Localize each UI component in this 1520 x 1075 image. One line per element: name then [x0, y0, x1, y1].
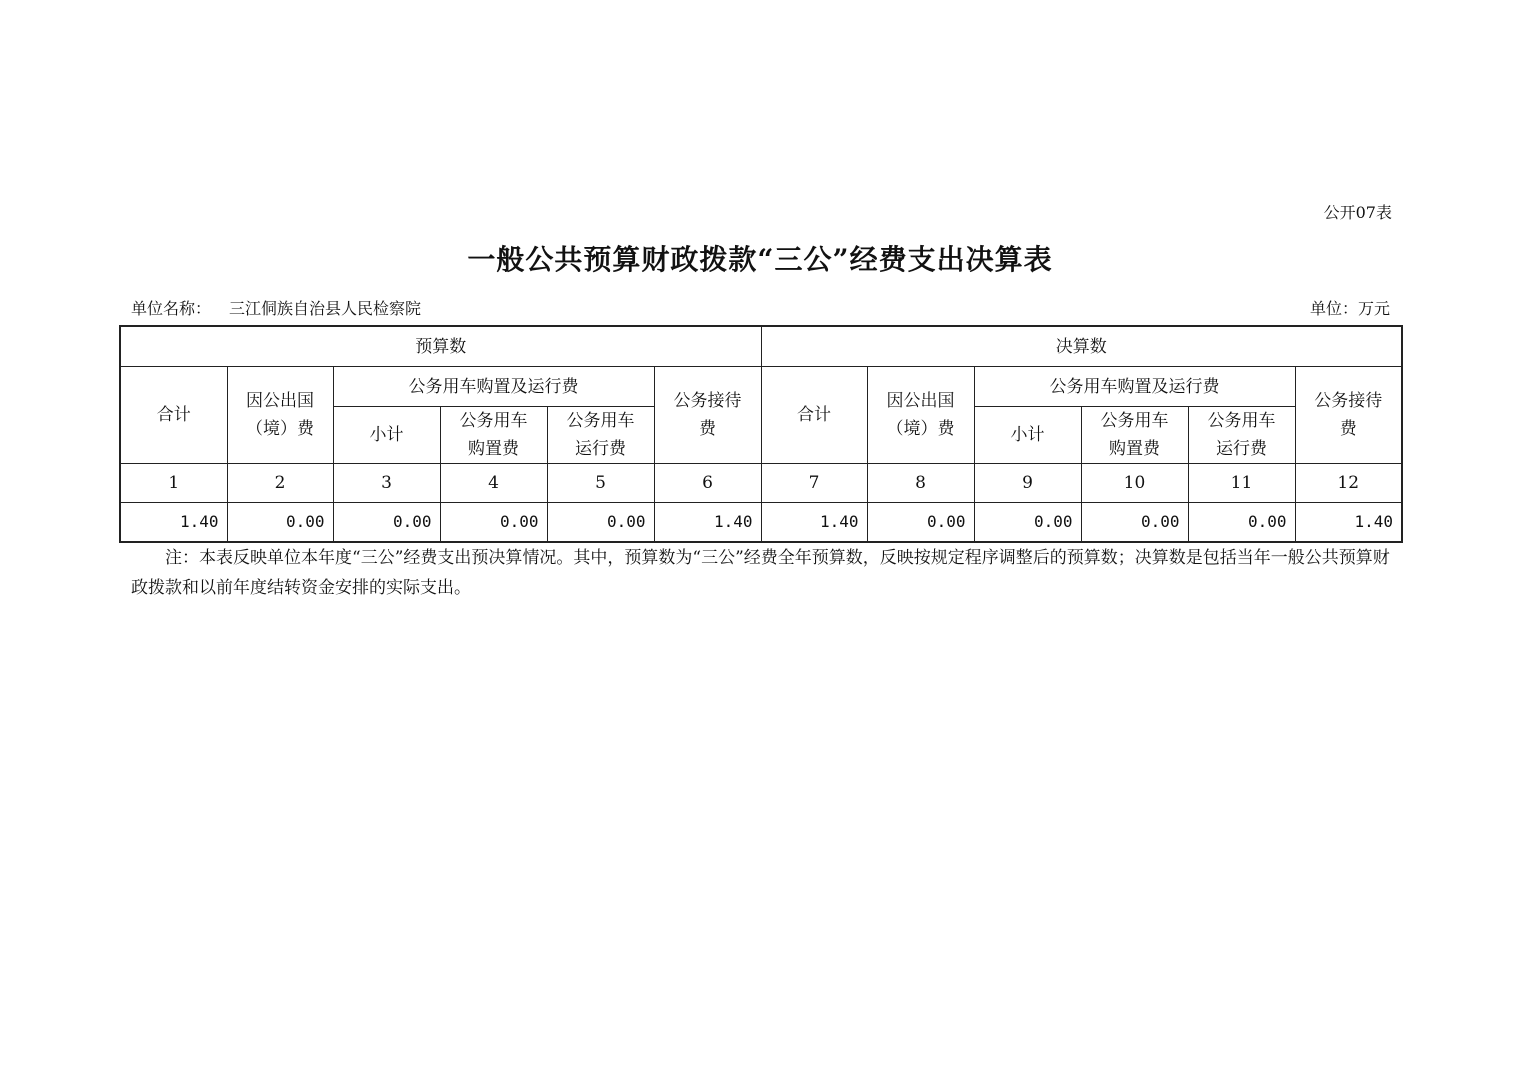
expense-table	[119, 325, 1403, 543]
budget-group-header: 预算数	[120, 326, 761, 367]
final-reception-header	[1295, 367, 1402, 464]
reception-line1: 公务接待	[673, 391, 742, 411]
purchase-line2: 购置费	[468, 439, 519, 459]
final-subtotal-header: 小计	[974, 407, 1081, 464]
value-cell: 1.40	[1295, 503, 1402, 543]
final-operation-header	[1188, 407, 1295, 464]
data-row	[120, 503, 1402, 543]
budget-abroad-header	[227, 367, 333, 464]
unit-label: 单位名称：	[131, 299, 212, 318]
final-abroad-header	[867, 367, 974, 464]
page-title: 一般公共预算财政拨款“三公”经费支出决算表	[467, 243, 1053, 276]
footnote: 注：本表反映单位本年度“三公”经费支出预决算情况。其中，预算数为“三公”经费全年预算数，反映按规定程序调整后的预算数；决算数是包括当年一般公共预算财政拨款和以前年度结转资金安排的实际支出。	[131, 548, 1390, 598]
index-cell: 2	[227, 464, 333, 503]
value-cell: 0.00	[440, 503, 547, 543]
value-cell: 0.00	[547, 503, 654, 543]
index-row	[120, 464, 1402, 503]
budget-reception-header	[654, 367, 761, 464]
budget-vehicle-header: 公务用车购置及运行费	[333, 367, 654, 407]
index-cell: 12	[1295, 464, 1402, 503]
value-cell: 0.00	[974, 503, 1081, 543]
value-cell: 1.40	[120, 503, 227, 543]
final-group-header: 决算数	[761, 326, 1402, 367]
value-cell: 0.00	[867, 503, 974, 543]
final-vehicle-header: 公务用车购置及运行费	[974, 367, 1295, 407]
index-cell: 9	[974, 464, 1081, 503]
index-cell: 1	[120, 464, 227, 503]
final-total-header: 合计	[761, 367, 867, 464]
reception-line1: 公务接待	[1314, 391, 1383, 411]
index-cell: 11	[1188, 464, 1295, 503]
operation-line1: 公务用车	[1207, 411, 1276, 431]
index-cell: 5	[547, 464, 654, 503]
index-cell: 8	[867, 464, 974, 503]
unit-name: 三江侗族自治县人民检察院	[229, 299, 422, 318]
form-code: 公开07表	[1323, 203, 1392, 222]
value-cell: 0.00	[227, 503, 333, 543]
value-cell: 0.00	[1188, 503, 1295, 543]
abroad-line1: 因公出国	[886, 391, 955, 411]
abroad-line1: 因公出国	[246, 391, 314, 411]
abroad-line2: （境）费	[246, 419, 314, 439]
abroad-line2: （境）费	[886, 419, 955, 439]
reception-line2: 费	[699, 419, 716, 439]
operation-line1: 公务用车	[566, 411, 635, 431]
index-cell: 10	[1081, 464, 1188, 503]
index-cell: 7	[761, 464, 867, 503]
budget-operation-header	[547, 407, 654, 464]
budget-total-header: 合计	[120, 367, 227, 464]
value-cell: 0.00	[1081, 503, 1188, 543]
unit-info	[131, 296, 421, 319]
operation-line2: 运行费	[1216, 439, 1267, 459]
purchase-line1: 公务用车	[459, 411, 528, 431]
column-header-row	[120, 367, 1402, 407]
group-header-row	[120, 326, 1402, 367]
budget-purchase-header	[440, 407, 547, 464]
value-cell: 1.40	[654, 503, 761, 543]
value-cell: 0.00	[333, 503, 440, 543]
index-cell: 4	[440, 464, 547, 503]
final-purchase-header	[1081, 407, 1188, 464]
operation-line2: 运行费	[575, 439, 626, 459]
index-cell: 6	[654, 464, 761, 503]
reception-line2: 费	[1339, 419, 1357, 439]
budget-subtotal-header: 小计	[333, 407, 440, 464]
purchase-line2: 购置费	[1109, 439, 1160, 459]
value-cell: 1.40	[761, 503, 867, 543]
currency-unit: 单位：万元	[1309, 299, 1390, 318]
purchase-line1: 公务用车	[1100, 411, 1169, 431]
index-cell: 3	[333, 464, 440, 503]
